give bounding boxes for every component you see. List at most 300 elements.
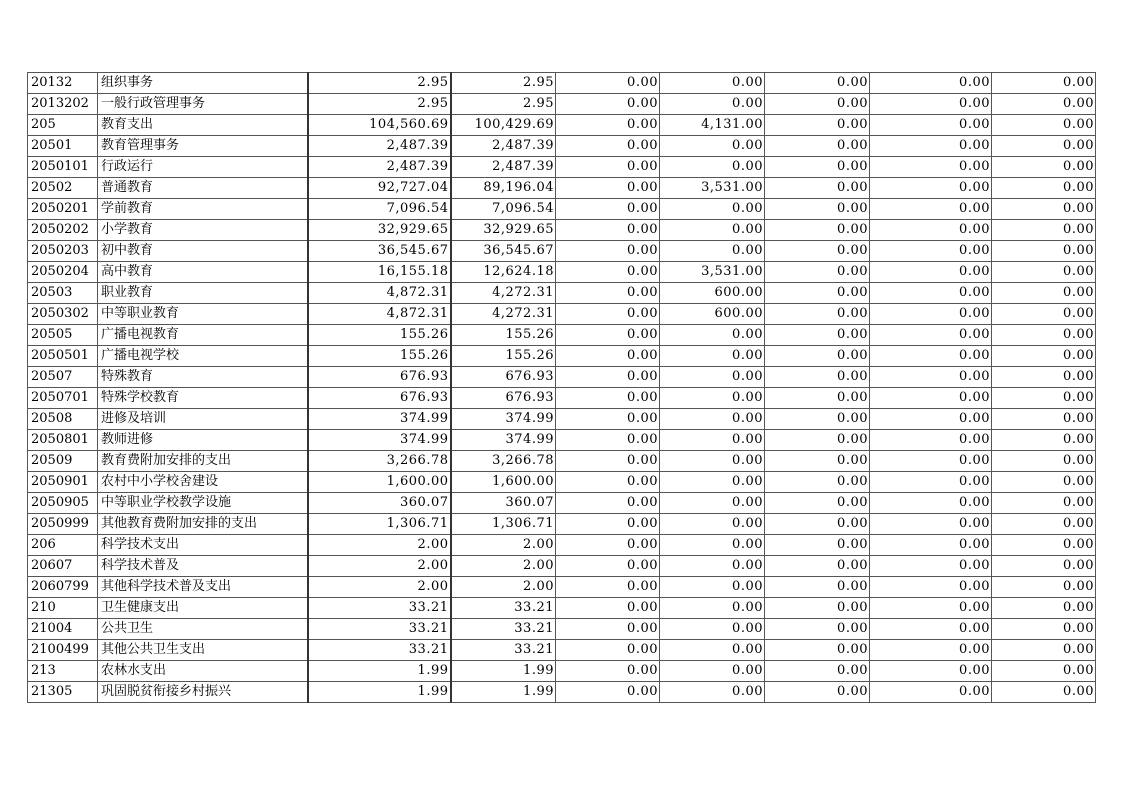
cell-col-4: 0.00	[660, 241, 765, 262]
cell-col-5: 0.00	[765, 388, 870, 409]
cell-basic-expenditure: 2,487.39	[451, 136, 556, 157]
table-row	[28, 178, 1096, 199]
cell-item-code: 2050203	[28, 241, 98, 262]
cell-basic-expenditure: 374.99	[451, 430, 556, 451]
cell-basic-expenditure: 155.26	[451, 325, 556, 346]
cell-col-4: 0.00	[660, 598, 765, 619]
cell-col-3: 0.00	[556, 640, 660, 661]
cell-item-name: 教师进修	[98, 430, 308, 451]
cell-col-3: 0.00	[556, 304, 660, 325]
cell-basic-expenditure: 4,272.31	[451, 283, 556, 304]
cell-col-4: 0.00	[660, 73, 765, 94]
table-row	[28, 430, 1096, 451]
cell-col-3: 0.00	[556, 199, 660, 220]
cell-col-5: 0.00	[765, 472, 870, 493]
cell-col-3: 0.00	[556, 178, 660, 199]
cell-col-6: 0.00	[870, 472, 992, 493]
cell-item-name: 一般行政管理事务	[98, 94, 308, 115]
cell-col-6: 0.00	[870, 577, 992, 598]
cell-basic-expenditure: 2.95	[451, 94, 556, 115]
cell-col-5: 0.00	[765, 640, 870, 661]
cell-col-3: 0.00	[556, 94, 660, 115]
table-row	[28, 451, 1096, 472]
cell-col-6: 0.00	[870, 682, 992, 703]
cell-col-4: 4,131.00	[660, 115, 765, 136]
cell-col-4: 0.00	[660, 409, 765, 430]
cell-item-name: 进修及培训	[98, 409, 308, 430]
cell-col-6: 0.00	[870, 304, 992, 325]
cell-total: 1,600.00	[308, 472, 451, 493]
cell-item-name: 公共卫生	[98, 619, 308, 640]
cell-item-code: 20508	[28, 409, 98, 430]
cell-item-name: 职业教育	[98, 283, 308, 304]
cell-basic-expenditure: 100,429.69	[451, 115, 556, 136]
cell-col-5: 0.00	[765, 136, 870, 157]
cell-col-6: 0.00	[870, 535, 992, 556]
cell-col-7: 0.00	[992, 367, 1096, 388]
cell-item-name: 农村中小学校舍建设	[98, 472, 308, 493]
cell-col-3: 0.00	[556, 493, 660, 514]
cell-basic-expenditure: 1.99	[451, 661, 556, 682]
cell-col-3: 0.00	[556, 619, 660, 640]
cell-total: 33.21	[308, 619, 451, 640]
cell-col-5: 0.00	[765, 598, 870, 619]
cell-col-7: 0.00	[992, 535, 1096, 556]
cell-col-7: 0.00	[992, 178, 1096, 199]
cell-total: 1,306.71	[308, 514, 451, 535]
cell-col-7: 0.00	[992, 451, 1096, 472]
cell-item-code: 20501	[28, 136, 98, 157]
cell-col-4: 0.00	[660, 220, 765, 241]
cell-col-4: 0.00	[660, 430, 765, 451]
cell-col-7: 0.00	[992, 115, 1096, 136]
table-row	[28, 220, 1096, 241]
budget-table	[27, 72, 1096, 703]
cell-item-name: 小学教育	[98, 220, 308, 241]
cell-col-6: 0.00	[870, 661, 992, 682]
table-row	[28, 94, 1096, 115]
cell-item-name: 科学技术普及	[98, 556, 308, 577]
cell-col-6: 0.00	[870, 493, 992, 514]
cell-item-code: 20505	[28, 325, 98, 346]
cell-col-7: 0.00	[992, 262, 1096, 283]
cell-col-3: 0.00	[556, 577, 660, 598]
cell-item-code: 21305	[28, 682, 98, 703]
cell-col-6: 0.00	[870, 241, 992, 262]
cell-col-6: 0.00	[870, 94, 992, 115]
cell-item-name: 巩固脱贫衔接乡村振兴	[98, 682, 308, 703]
cell-col-6: 0.00	[870, 199, 992, 220]
cell-basic-expenditure: 12,624.18	[451, 262, 556, 283]
cell-col-7: 0.00	[992, 430, 1096, 451]
cell-col-4: 0.00	[660, 451, 765, 472]
cell-col-7: 0.00	[992, 472, 1096, 493]
cell-total: 2,487.39	[308, 157, 451, 178]
cell-item-code: 21004	[28, 619, 98, 640]
cell-total: 3,266.78	[308, 451, 451, 472]
cell-basic-expenditure: 2.00	[451, 535, 556, 556]
cell-item-code: 206	[28, 535, 98, 556]
cell-item-code: 2050202	[28, 220, 98, 241]
cell-basic-expenditure: 36,545.67	[451, 241, 556, 262]
cell-total: 155.26	[308, 325, 451, 346]
cell-item-code: 2050801	[28, 430, 98, 451]
cell-col-5: 0.00	[765, 367, 870, 388]
cell-col-5: 0.00	[765, 115, 870, 136]
cell-col-7: 0.00	[992, 325, 1096, 346]
cell-col-3: 0.00	[556, 682, 660, 703]
cell-col-5: 0.00	[765, 451, 870, 472]
cell-col-6: 0.00	[870, 283, 992, 304]
cell-item-code: 2060799	[28, 577, 98, 598]
cell-col-6: 0.00	[870, 136, 992, 157]
cell-item-code: 2100499	[28, 640, 98, 661]
cell-col-4: 0.00	[660, 661, 765, 682]
cell-total: 676.93	[308, 367, 451, 388]
cell-total: 4,872.31	[308, 304, 451, 325]
cell-col-6: 0.00	[870, 220, 992, 241]
cell-basic-expenditure: 1,600.00	[451, 472, 556, 493]
cell-col-5: 0.00	[765, 577, 870, 598]
cell-col-7: 0.00	[992, 73, 1096, 94]
cell-item-name: 卫生健康支出	[98, 598, 308, 619]
cell-basic-expenditure: 33.21	[451, 598, 556, 619]
cell-total: 32,929.65	[308, 220, 451, 241]
cell-col-6: 0.00	[870, 157, 992, 178]
cell-item-code: 20502	[28, 178, 98, 199]
cell-total: 33.21	[308, 640, 451, 661]
cell-col-5: 0.00	[765, 220, 870, 241]
table-row	[28, 514, 1096, 535]
cell-col-5: 0.00	[765, 73, 870, 94]
cell-total: 92,727.04	[308, 178, 451, 199]
cell-col-3: 0.00	[556, 514, 660, 535]
cell-basic-expenditure: 2.95	[451, 73, 556, 94]
cell-col-5: 0.00	[765, 283, 870, 304]
cell-col-5: 0.00	[765, 535, 870, 556]
table-row	[28, 682, 1096, 703]
cell-col-3: 0.00	[556, 115, 660, 136]
table-row	[28, 304, 1096, 325]
cell-col-6: 0.00	[870, 640, 992, 661]
cell-item-code: 20507	[28, 367, 98, 388]
table-row	[28, 409, 1096, 430]
cell-total: 2.00	[308, 556, 451, 577]
cell-col-3: 0.00	[556, 73, 660, 94]
cell-col-7: 0.00	[992, 661, 1096, 682]
cell-col-3: 0.00	[556, 241, 660, 262]
cell-basic-expenditure: 676.93	[451, 367, 556, 388]
cell-col-7: 0.00	[992, 220, 1096, 241]
cell-total: 676.93	[308, 388, 451, 409]
cell-col-4: 0.00	[660, 136, 765, 157]
cell-item-name: 其他科学技术普及支出	[98, 577, 308, 598]
cell-total: 33.21	[308, 598, 451, 619]
cell-basic-expenditure: 1,306.71	[451, 514, 556, 535]
table-row	[28, 640, 1096, 661]
table-body	[28, 73, 1096, 703]
cell-col-6: 0.00	[870, 262, 992, 283]
cell-item-code: 20503	[28, 283, 98, 304]
cell-col-5: 0.00	[765, 514, 870, 535]
table-row	[28, 241, 1096, 262]
cell-col-7: 0.00	[992, 556, 1096, 577]
table-row	[28, 367, 1096, 388]
cell-col-7: 0.00	[992, 409, 1096, 430]
cell-col-6: 0.00	[870, 73, 992, 94]
cell-total: 374.99	[308, 430, 451, 451]
cell-total: 360.07	[308, 493, 451, 514]
cell-col-6: 0.00	[870, 451, 992, 472]
cell-col-4: 0.00	[660, 388, 765, 409]
table-row	[28, 73, 1096, 94]
cell-col-7: 0.00	[992, 241, 1096, 262]
cell-item-code: 213	[28, 661, 98, 682]
cell-item-name: 初中教育	[98, 241, 308, 262]
cell-total: 104,560.69	[308, 115, 451, 136]
cell-total: 36,545.67	[308, 241, 451, 262]
cell-total: 1.99	[308, 661, 451, 682]
cell-basic-expenditure: 89,196.04	[451, 178, 556, 199]
cell-total: 2.95	[308, 94, 451, 115]
cell-col-4: 0.00	[660, 493, 765, 514]
cell-item-code: 2013202	[28, 94, 98, 115]
table-row	[28, 262, 1096, 283]
cell-item-name: 农林水支出	[98, 661, 308, 682]
cell-col-7: 0.00	[992, 199, 1096, 220]
cell-item-name: 其他公共卫生支出	[98, 640, 308, 661]
cell-basic-expenditure: 360.07	[451, 493, 556, 514]
cell-col-4: 600.00	[660, 283, 765, 304]
cell-col-4: 0.00	[660, 640, 765, 661]
table-row	[28, 577, 1096, 598]
cell-basic-expenditure: 7,096.54	[451, 199, 556, 220]
cell-col-7: 0.00	[992, 346, 1096, 367]
cell-col-5: 0.00	[765, 157, 870, 178]
cell-col-4: 0.00	[660, 577, 765, 598]
cell-col-6: 0.00	[870, 115, 992, 136]
cell-item-name: 科学技术支出	[98, 535, 308, 556]
cell-col-3: 0.00	[556, 409, 660, 430]
cell-col-3: 0.00	[556, 535, 660, 556]
table-row	[28, 115, 1096, 136]
cell-total: 2.95	[308, 73, 451, 94]
cell-col-5: 0.00	[765, 94, 870, 115]
cell-col-5: 0.00	[765, 682, 870, 703]
cell-col-5: 0.00	[765, 556, 870, 577]
cell-basic-expenditure: 676.93	[451, 388, 556, 409]
cell-basic-expenditure: 374.99	[451, 409, 556, 430]
cell-col-5: 0.00	[765, 430, 870, 451]
cell-basic-expenditure: 33.21	[451, 619, 556, 640]
cell-col-7: 0.00	[992, 598, 1096, 619]
cell-total: 2.00	[308, 535, 451, 556]
cell-col-4: 0.00	[660, 325, 765, 346]
cell-total: 2.00	[308, 577, 451, 598]
cell-col-4: 0.00	[660, 514, 765, 535]
cell-col-3: 0.00	[556, 472, 660, 493]
cell-col-6: 0.00	[870, 325, 992, 346]
cell-col-5: 0.00	[765, 346, 870, 367]
table-row	[28, 472, 1096, 493]
cell-col-4: 0.00	[660, 556, 765, 577]
cell-total: 1.99	[308, 682, 451, 703]
cell-col-3: 0.00	[556, 346, 660, 367]
cell-col-7: 0.00	[992, 682, 1096, 703]
cell-col-3: 0.00	[556, 556, 660, 577]
cell-col-3: 0.00	[556, 262, 660, 283]
cell-col-6: 0.00	[870, 619, 992, 640]
cell-item-code: 2050302	[28, 304, 98, 325]
cell-col-4: 0.00	[660, 535, 765, 556]
cell-item-code: 205	[28, 115, 98, 136]
cell-col-7: 0.00	[992, 640, 1096, 661]
cell-col-6: 0.00	[870, 409, 992, 430]
cell-col-7: 0.00	[992, 493, 1096, 514]
cell-col-5: 0.00	[765, 619, 870, 640]
cell-col-5: 0.00	[765, 178, 870, 199]
cell-col-5: 0.00	[765, 661, 870, 682]
cell-col-4: 3,531.00	[660, 262, 765, 283]
cell-item-name: 中等职业学校教学设施	[98, 493, 308, 514]
table-row	[28, 535, 1096, 556]
cell-col-4: 0.00	[660, 472, 765, 493]
cell-col-3: 0.00	[556, 451, 660, 472]
table-row	[28, 136, 1096, 157]
cell-item-code: 2050501	[28, 346, 98, 367]
cell-col-6: 0.00	[870, 556, 992, 577]
table-row	[28, 619, 1096, 640]
cell-col-3: 0.00	[556, 367, 660, 388]
cell-item-name: 高中教育	[98, 262, 308, 283]
cell-basic-expenditure: 4,272.31	[451, 304, 556, 325]
cell-col-3: 0.00	[556, 661, 660, 682]
cell-item-name: 行政运行	[98, 157, 308, 178]
cell-col-7: 0.00	[992, 136, 1096, 157]
cell-total: 16,155.18	[308, 262, 451, 283]
cell-col-3: 0.00	[556, 388, 660, 409]
cell-col-4: 0.00	[660, 346, 765, 367]
cell-col-7: 0.00	[992, 157, 1096, 178]
cell-col-4: 600.00	[660, 304, 765, 325]
cell-col-5: 0.00	[765, 262, 870, 283]
cell-basic-expenditure: 155.26	[451, 346, 556, 367]
cell-col-7: 0.00	[992, 619, 1096, 640]
cell-col-4: 0.00	[660, 199, 765, 220]
cell-col-6: 0.00	[870, 388, 992, 409]
cell-col-7: 0.00	[992, 94, 1096, 115]
cell-item-code: 2050204	[28, 262, 98, 283]
cell-col-6: 0.00	[870, 367, 992, 388]
cell-basic-expenditure: 33.21	[451, 640, 556, 661]
cell-total: 7,096.54	[308, 199, 451, 220]
cell-total: 374.99	[308, 409, 451, 430]
cell-basic-expenditure: 2,487.39	[451, 157, 556, 178]
table-row	[28, 661, 1096, 682]
cell-col-4: 0.00	[660, 682, 765, 703]
cell-total: 4,872.31	[308, 283, 451, 304]
cell-col-7: 0.00	[992, 514, 1096, 535]
table-row	[28, 388, 1096, 409]
cell-item-code: 20509	[28, 451, 98, 472]
cell-item-name: 组织事务	[98, 73, 308, 94]
cell-basic-expenditure: 1.99	[451, 682, 556, 703]
cell-col-3: 0.00	[556, 430, 660, 451]
cell-item-name: 广播电视学校	[98, 346, 308, 367]
cell-item-name: 普通教育	[98, 178, 308, 199]
cell-item-name: 教育支出	[98, 115, 308, 136]
cell-col-3: 0.00	[556, 136, 660, 157]
cell-col-5: 0.00	[765, 325, 870, 346]
cell-col-3: 0.00	[556, 283, 660, 304]
cell-basic-expenditure: 2.00	[451, 577, 556, 598]
table-row	[28, 199, 1096, 220]
cell-col-7: 0.00	[992, 304, 1096, 325]
cell-col-6: 0.00	[870, 514, 992, 535]
cell-col-3: 0.00	[556, 220, 660, 241]
cell-col-4: 0.00	[660, 94, 765, 115]
cell-item-name: 学前教育	[98, 199, 308, 220]
table-row	[28, 598, 1096, 619]
cell-item-code: 2050905	[28, 493, 98, 514]
cell-col-5: 0.00	[765, 304, 870, 325]
cell-col-6: 0.00	[870, 598, 992, 619]
table-row	[28, 157, 1096, 178]
table-row	[28, 493, 1096, 514]
cell-col-4: 0.00	[660, 157, 765, 178]
cell-basic-expenditure: 2.00	[451, 556, 556, 577]
cell-col-6: 0.00	[870, 178, 992, 199]
cell-item-code: 20607	[28, 556, 98, 577]
cell-col-5: 0.00	[765, 199, 870, 220]
cell-item-name: 教育费附加安排的支出	[98, 451, 308, 472]
cell-item-code: 2050201	[28, 199, 98, 220]
cell-item-name: 特殊教育	[98, 367, 308, 388]
cell-total: 2,487.39	[308, 136, 451, 157]
cell-col-5: 0.00	[765, 409, 870, 430]
cell-col-6: 0.00	[870, 430, 992, 451]
cell-item-name: 中等职业教育	[98, 304, 308, 325]
table-row	[28, 346, 1096, 367]
cell-item-code: 2050999	[28, 514, 98, 535]
cell-col-6: 0.00	[870, 346, 992, 367]
cell-col-7: 0.00	[992, 283, 1096, 304]
table-row	[28, 325, 1096, 346]
table-row	[28, 556, 1096, 577]
cell-col-5: 0.00	[765, 241, 870, 262]
cell-col-3: 0.00	[556, 157, 660, 178]
cell-basic-expenditure: 3,266.78	[451, 451, 556, 472]
cell-col-7: 0.00	[992, 388, 1096, 409]
cell-item-name: 广播电视教育	[98, 325, 308, 346]
cell-total: 155.26	[308, 346, 451, 367]
cell-col-4: 0.00	[660, 619, 765, 640]
cell-item-code: 2050901	[28, 472, 98, 493]
cell-item-name: 教育管理事务	[98, 136, 308, 157]
cell-col-3: 0.00	[556, 598, 660, 619]
cell-col-4: 0.00	[660, 367, 765, 388]
cell-col-5: 0.00	[765, 493, 870, 514]
cell-item-code: 210	[28, 598, 98, 619]
cell-col-4: 3,531.00	[660, 178, 765, 199]
cell-item-name: 其他教育费附加安排的支出	[98, 514, 308, 535]
cell-col-7: 0.00	[992, 577, 1096, 598]
cell-item-code: 2050701	[28, 388, 98, 409]
cell-item-code: 20132	[28, 73, 98, 94]
table-row	[28, 283, 1096, 304]
cell-col-3: 0.00	[556, 325, 660, 346]
cell-item-name: 特殊学校教育	[98, 388, 308, 409]
